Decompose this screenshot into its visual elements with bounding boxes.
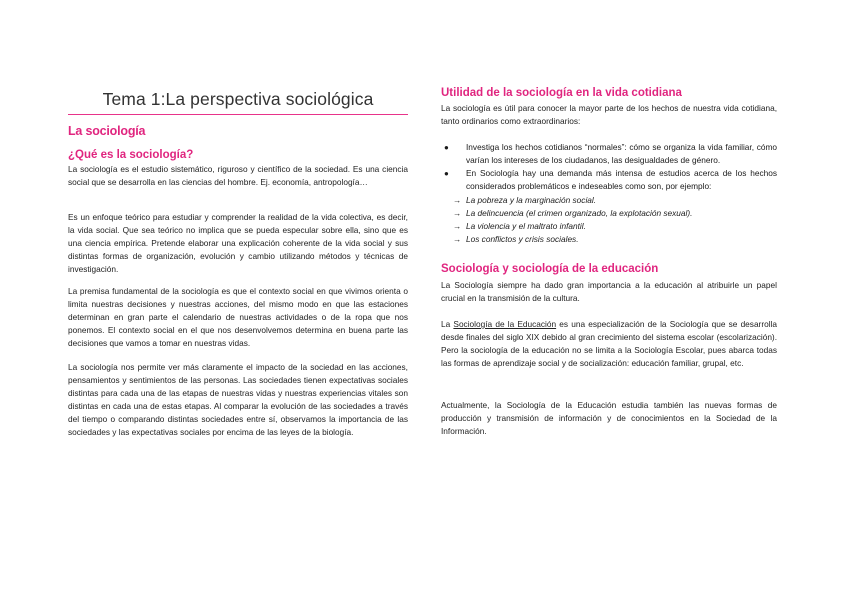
paragraph-educacion-3: Actualmente, la Sociología de la Educación estudia también las nuevas formas de producción y transmisión de información y de conocimientos en la Sociedad de la Información. [441, 400, 777, 437]
paragraph-1: La sociología es el estudio sistemático, riguroso y científico de la sociedad. Es una ciencia social que se desarrolla en las ciencias del hombre. Ej. economía, antropología… [68, 164, 408, 188]
arrow-right-icon: → [453, 234, 462, 244]
paragraph-educacion-1: La Sociología siempre ha dado gran importancia a la educación al atribuirle un papel crucial en la transmisión de la cultura. [441, 280, 777, 304]
bullet-item: ● Investiga los hechos cotidianos “normales”: cómo se organiza la vida familiar, cómo varían los intereses de los ciudadanos, las desigualdades de género. [444, 142, 777, 165]
paragraph-4: La sociología nos permite ver más claramente el impacto de la sociedad en las acciones, pensamientos y sentimientos de las personas. Las sociedades tienen expectativas sociales distintas para cada una de las etapas de nuestras vidas y nuestras experiencias vitales son distintas en cada una de estas etapas. Al comparar la evolución de las sociedades a través del tiempo o comparando distintas sociedades entre sí, observamos la importancia de las sociedades y las expectativas sociales por encima de las leyes de la biología. [68, 362, 408, 438]
sub-item: → Los conflictos y crisis sociales. [453, 234, 579, 244]
sub-item: → La delincuencia (el crimen organizado, la explotación sexual). [453, 208, 693, 218]
arrow-sublist [441, 194, 777, 246]
bullet-list [441, 141, 777, 193]
paragraph-educacion-2: La Sociología de la Educación es una especialización de la Sociología que se desarrolla desde finales del siglo XIX debido al gran crecimiento del sistema escolar (escolarización). Pero la sociología de la educación no se limita a la Sociología Escolar, pues abarca todas las formas de aprendizaje social y de socialización: educación familiar, grupal, etc. [441, 319, 777, 369]
bullet-item: ● En Sociología hay una demanda más intensa de estudios acerca de los hechos considerados problemáticos e indeseables como son, por ejemplo: [444, 168, 777, 191]
sociologia-educacion-term: Sociología de la Educación [453, 319, 557, 329]
section-heading-sociologia: La sociología [68, 124, 146, 138]
heading-sociologia-educacion: Sociología y sociología de la educación [441, 263, 659, 275]
arrow-right-icon: → [453, 208, 462, 218]
heading-utilidad: Utilidad de la sociología en la vida cotidiana [441, 87, 682, 99]
arrow-right-icon: → [453, 221, 462, 231]
bullet-icon: ● [444, 143, 449, 152]
intro-paragraph: La sociología es útil para conocer la mayor parte de los hechos de nuestra vida cotidiana, tanto ordinarios como extraordinarios: [441, 103, 777, 127]
paragraph-2: Es un enfoque teórico para estudiar y comprender la realidad de la vida colectiva, es decir, la vida social. Que sea teórico no implica que se pueda especular sobre ella, sino que es una ciencia empírica. Pretende elaborar una explicación coherente de la vida social y sus distintas formas de organización, evolución y cambio utilizando métodos y técnicas de investigación. [68, 212, 408, 275]
paragraph-3: La premisa fundamental de la sociología es que el contexto social en que vivimos orienta o limita nuestras decisiones y nuestras acciones, del mismo modo en que las estaciones determinan en gran parte el calendario de nuestras actividades o de la ropa que nos ponemos. El contexto social en el que nos desenvolvemos determina en buena parte las decisiones que vamos a tomar en nuestras vidas. [68, 286, 408, 349]
page-title: Tema 1:La perspectiva sociológica [102, 89, 374, 109]
sub-item: → La pobreza y la marginación social. [453, 195, 597, 205]
bullet-icon: ● [444, 169, 449, 178]
sub-item: → La violencia y el maltrato infantil. [453, 221, 586, 231]
subheading-que-es: ¿Qué es la sociología? [68, 149, 194, 161]
title-divider [68, 114, 408, 115]
arrow-right-icon: → [453, 195, 462, 205]
